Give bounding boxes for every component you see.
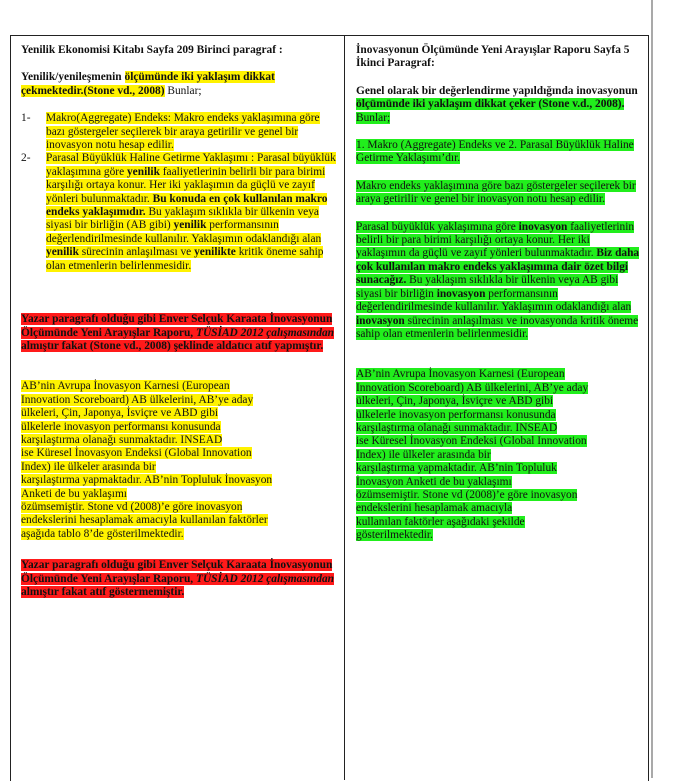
- text-line: ise Küresel İnovasyon Endeksi (Global Innovation: [21, 447, 252, 460]
- text-run: almıştır fakat atıf göstermemiştir.: [21, 586, 185, 598]
- text-line: AB’nin Avrupa İnovasyon Karnesi (European: [21, 380, 230, 393]
- column-divider: [344, 35, 345, 780]
- text-run: performansının değerlendirilmesinde kullanılır. Yaklaşımın odaklandığı alan: [46, 219, 322, 245]
- text-line: özümsemiştir. Stone vd (2008)’e göre inovasyon: [21, 500, 243, 513]
- text-run: 1. Makro (Aggregate) Endeks ve 2. Parasal Büyüklük Haline Getirme Yaklaşımı’dır.: [356, 139, 634, 165]
- text-line: ülkelerle inovasyon performansı konusunda: [356, 408, 556, 421]
- left-item-2-head: Parasal Büyüklük Haline Getirme Yaklaşımı :: [46, 152, 255, 165]
- text-run: sürecinin anlaşılması ve: [78, 246, 195, 259]
- italic-run: TÜSİAD 2012 çalışmasından: [196, 326, 334, 339]
- item-number: 2-: [21, 152, 31, 165]
- bold-run: inovasyon: [436, 287, 486, 300]
- text-line: İnovasyon Anketi de bu yaklaşımı: [356, 475, 512, 488]
- text-run: sürecinin anlaşılması ve inovasyonda kritik öneme sahip olan etmenlerin belirlenmesidir.: [356, 314, 639, 340]
- text-line: karşılaştırma olanağı sunmaktadır. INSEAD: [21, 433, 223, 446]
- right-intro: [356, 85, 641, 125]
- text-line: aşağıda tablo 8’de gösterilmektedir.: [21, 527, 184, 540]
- text-line: karşılaştırma olanağı sunmaktadır. INSEAD: [356, 421, 558, 434]
- right-paragraph-4: [356, 368, 641, 542]
- text-run: Bu yaklaşım sıklıkla bir ülkenin veya AB gibi siyasi bir birliğin: [356, 274, 619, 300]
- text-run: performansının değerlendirilmesinde kullanılır. Yaklaşımın odaklandığı alan: [356, 287, 632, 314]
- text-run: almıştır fakat (Stone vd., 2008) şeklinde aldatıcı atıf yapmıştır.: [21, 339, 324, 352]
- right-column: [356, 44, 641, 543]
- text-line: ülkeleri, Çin, Japonya, İsviçre ve ABD gibi: [356, 395, 554, 408]
- left-title: Yenilik Ekonomisi Kitabı Sayfa 209 Birinci paragraf :: [21, 44, 283, 56]
- left-intro-highlight: ölçümünde iki yaklaşım dikkat çekmektedir.(Stone vd., 2008): [21, 71, 275, 97]
- text-line: karşılaştırma yapmaktadır. AB’nin Topluluk: [356, 462, 557, 475]
- text-line: ülkelerle inovasyon performansı konusunda: [21, 420, 221, 433]
- text-run: Parasal büyüklük yaklaşımına göre: [46, 152, 336, 178]
- text-run: Makro endeks yaklaşımına göre bazı göstergeler seçilerek bir araya getirilir ve genel bir inovasyon notu hesap edilir.: [356, 179, 636, 206]
- bold-run: yenilik: [126, 165, 160, 178]
- left-paragraph-2: [21, 380, 337, 541]
- left-intro-bold: Yenilik/yenileşmenin: [21, 71, 122, 84]
- bold-run: yenilik: [46, 246, 79, 259]
- item-number: 1-: [21, 112, 31, 125]
- italic-run: TÜSİAD 2012 çalışmasından: [196, 572, 334, 585]
- left-item-2: [21, 152, 337, 273]
- left-column: [21, 44, 337, 599]
- text-line: Index) ile ülkeler arasında bir: [356, 448, 491, 461]
- text-line: karşılaştırma yapmaktadır. AB’nin Topluluk İnovasyon: [21, 474, 273, 487]
- plagiarism-note-2: [21, 559, 337, 599]
- right-paragraph-2: [356, 180, 641, 207]
- text-run: kritik öneme sahip olan etmenlerin belirlenmesidir.: [46, 246, 324, 272]
- text-line: Innovation Scoreboard) AB ülkelerini, AB’ye aday: [356, 381, 589, 394]
- text-line: endekslerini hesaplamak amacıyla: [356, 502, 513, 515]
- text-line: Index) ile ülkeler arasında bir: [21, 460, 156, 473]
- right-intro-highlight: ölçümünde iki yaklaşım dikkat çeker (Stone v.d., 2008).: [356, 98, 625, 111]
- text-line: Anketi de bu yaklaşımı: [21, 487, 127, 500]
- text-line: AB’nin Avrupa İnovasyon Karnesi (European: [356, 368, 565, 381]
- bold-run: Genel olarak bir değerlendirme yapıldığında inovasyonun: [356, 84, 638, 97]
- text-line: Innovation Scoreboard) AB ülkelerini, AB’ye aday: [21, 393, 254, 406]
- left-item-1: [21, 112, 337, 152]
- right-paragraph-1: [356, 139, 641, 166]
- text-line: ülkeleri, Çin, Japonya, İsviçre ve ABD gibi: [21, 407, 219, 420]
- left-intro: [21, 71, 337, 98]
- bold-run: inovasyon: [356, 314, 405, 327]
- text-line: özümsemiştir. Stone vd (2008)’e göre inovasyon: [356, 488, 578, 501]
- text-run: Yazar paragrafı olduğu gibi Enver Selçuk Karaata İnovasyonun Ölçümünde Yeni Arayışlar Raporu,: [21, 313, 333, 339]
- text-line: gösterilmektedir.: [356, 529, 433, 542]
- bold-run: yenilikte: [194, 246, 236, 259]
- bold-run: Bu konuda en çok kullanılan makro endeks yaklaşımıdır.: [46, 192, 328, 219]
- text-line: kullanılan faktörler aşağıdaki şekilde: [356, 515, 525, 528]
- text-run: Yazar paragrafı olduğu gibi Enver Selçuk Karaata İnovasyonun Ölçümünde Yeni Arayışlar Raporu,: [21, 559, 333, 585]
- text-run: Parasal büyüklük yaklaşımına göre: [356, 220, 519, 233]
- left-item-1-text: Makro(Aggregate) Endeks: Makro endeks yaklaşımına göre bazı göstergeler seçilerek bir araya getirilir ve genel bir inovasyon notu hesap edilir.: [46, 112, 320, 152]
- text-line: endekslerini hesaplamak amacıyla kullanılan faktörler: [21, 514, 268, 527]
- bold-run: inovasyon: [518, 220, 568, 233]
- bold-run: Biz daha çok kullanılan makro endeks yaklaşımına dair özet bilgi sunacağız.: [356, 247, 640, 287]
- text-line: ise Küresel İnovasyon Endeksi (Global Innovation: [356, 435, 587, 448]
- bold-run: yenilik: [173, 219, 207, 232]
- plagiarism-note-1: [21, 313, 337, 353]
- text-run: faaliyetlerinin belirli bir para birimi karşılığı ortaya konur. Her iki yaklaşımın da güçlü ve zayıf yönleri bulunmaktadır.: [356, 220, 635, 260]
- text-run: faaliyetlerinin belirli bir para birimi karşılığı ortaya konur. Her iki yaklaşımın da güçlü ve zayıf yönleri bulunmaktadır.: [46, 165, 326, 205]
- left-intro-tail: Bunlar;: [164, 84, 202, 97]
- right-paragraph-3: [356, 221, 641, 342]
- text-run: Bunlar;: [356, 111, 391, 124]
- text-run: Bu yaklaşım sıklıkla bir ülkenin veya siyasi bir birliğin (AB gibi): [46, 206, 319, 232]
- page-edge: [651, 0, 653, 778]
- right-title: İnovasyonun Ölçümünde Yeni Arayışlar Raporu Sayfa 5 İkinci Paragraf:: [356, 44, 630, 70]
